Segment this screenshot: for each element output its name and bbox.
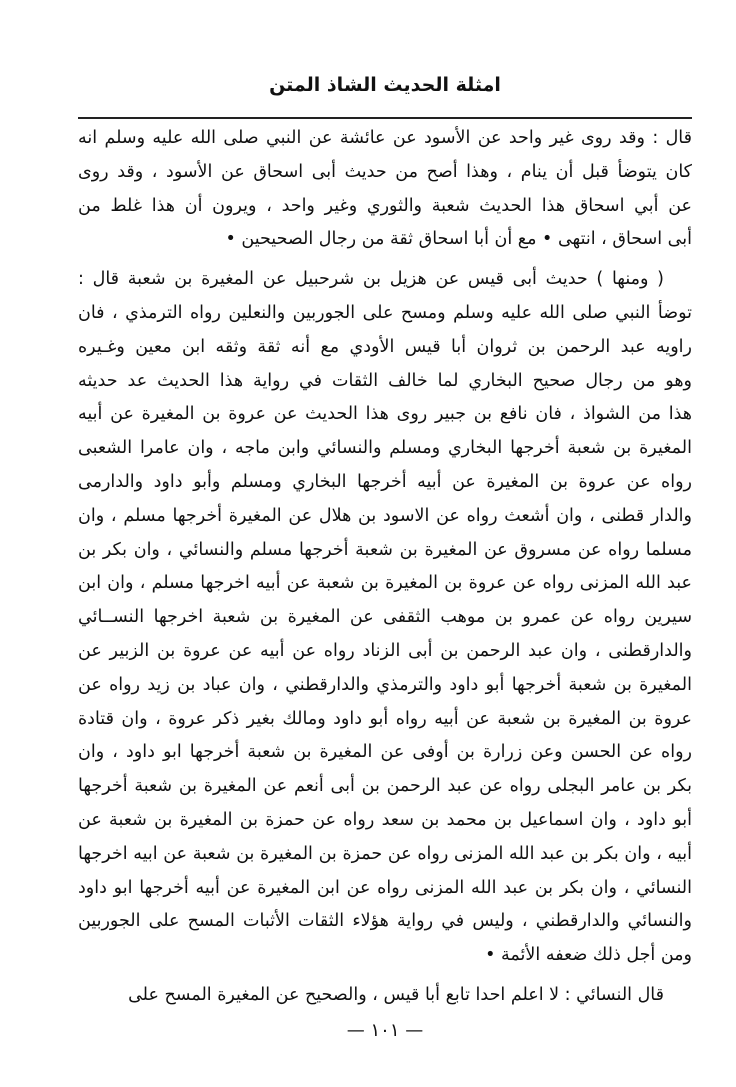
text-line: مسلما رواه عن مسروق عن المغيرة بن شعبة أخرجها مسلم والنسائي ، وان بكر بن (78, 539, 692, 560)
text-line: المغيرة بن شعبة أخرجها أبو داود والترمذي والدارقطني ، وان عباد بن زيد رواه عن (78, 674, 692, 695)
paragraph (78, 122, 692, 257)
text-line: بكر بن عامر البجلى رواه عن عبد الرحمن بن أبى أنعم عن المغيرة بن شعبة أخرجها (78, 776, 692, 797)
text-line: رواه عن عروة بن المغيرة عن أبيه أخرجها البخاري ومسلم وأبو داود والدارمى (78, 471, 692, 492)
text-line: المغيرة بن شعبة أخرجها البخاري ومسلم والنسائي وابن ماجه ، وان عامرا الشعبى (78, 438, 692, 459)
text-line: توضأ النبي صلى الله عليه وسلم ومسح على الجوربين والنعلين رواه الترمذي ، فان (78, 302, 692, 323)
text-line: ( ومنها ) حديث أبى قيس عن هزيل بن شرحبيل عن المغيرة بن شعبة قال : (78, 269, 664, 290)
text-line: أبو داود ، وان اسماعيل بن محمد بن سعد رواه عن حمزة بن المغيرة بن شعبة عن (78, 809, 692, 830)
text-line: عن أبي اسحاق هذا الحديث شعبة والثوري وغير واحد ، ويرون أن هذا غلط من (78, 195, 692, 216)
text-line: رواه عن الحسن وعن زرارة بن أوفى عن المغيرة بن شعبة أخرجها ابو داود ، وان (78, 742, 692, 763)
header-rule (78, 117, 692, 119)
text-line: عروة بن المغيرة بن شعبة عن أبيه رواه أبو داود ومالك بغير ذكر عروة ، وان قتادة (78, 708, 692, 729)
text-line: راويه عبد الرحمن بن ثروان أبا قيس الأودي مع أنه ثقة وثقه ابن معين وغـيره (78, 336, 692, 357)
text-line: النسائي ، وان بكر بن عبد الله المزنى رواه عن ابن المغيرة عن أبيه أخرجها ابو داود (78, 877, 692, 898)
page-body (78, 122, 692, 1013)
text-line: هذا من الشواذ ، فان نافع بن جبير روى هذا الحديث عن عروة بن المغيرة عن أبيه (78, 404, 692, 425)
text-line: قال النسائي : لا اعلم احدا تابع أبا قيس ، والصحيح عن المغيرة المسح على (128, 984, 664, 1005)
text-line: والدار قطنى ، وان أشعث رواه عن الاسود بن هلال عن المغيرة أخرجها مسلم ، وان (78, 505, 692, 526)
text-line: أبى اسحاق ، انتهى • مع أن أبا اسحاق ثقة من رجال الصحيحين • (225, 229, 692, 250)
paragraph (78, 263, 692, 973)
text-line: كان يتوضأ قبل أن ينام ، وهذا أصح من حديث أبى اسحاق عن الأسود ، وقد روى (78, 161, 692, 182)
text-line: والنسائي والدارقطني ، وليس في رواية هؤلاء الثقات الأثبات المسح على الجوربين (78, 911, 692, 932)
running-header: امثلة الحديث الشاذ المتن (269, 74, 501, 96)
text-line: وهو من رجال صحيح البخاري لما خالف الثقات في رواية هذا الحديث عد حديثه (78, 370, 692, 391)
page-number: — ١٠١ — (346, 1020, 424, 1041)
text-line: والدارقطنى ، وان عبد الرحمن بن أبى الزناد رواه عن أبيه عن عروة بن الزبير عن (78, 640, 692, 661)
text-line: سيرين رواه عن عمرو بن موهب الثقفى عن المغيرة بن شعبة اخرجها النســائي (78, 607, 692, 628)
text-line: عبد الله المزنى رواه عن عروة بن المغيرة بن شعبة عن أبيه اخرجها مسلم ، وان ابن (78, 573, 692, 594)
text-line: قال : وقد روى غير واحد عن الأسود عن عائشة عن النبي صلى الله عليه وسلم انه (78, 128, 692, 148)
paragraph (78, 979, 692, 1013)
text-line: ومن أجل ذلك ضعفه الأئمة • (485, 945, 692, 966)
text-line: أبيه ، وان بكر بن عبد الله المزنى رواه عن حمزة بن المغيرة بن شعبة عن ابيه اخرجها (78, 843, 692, 864)
